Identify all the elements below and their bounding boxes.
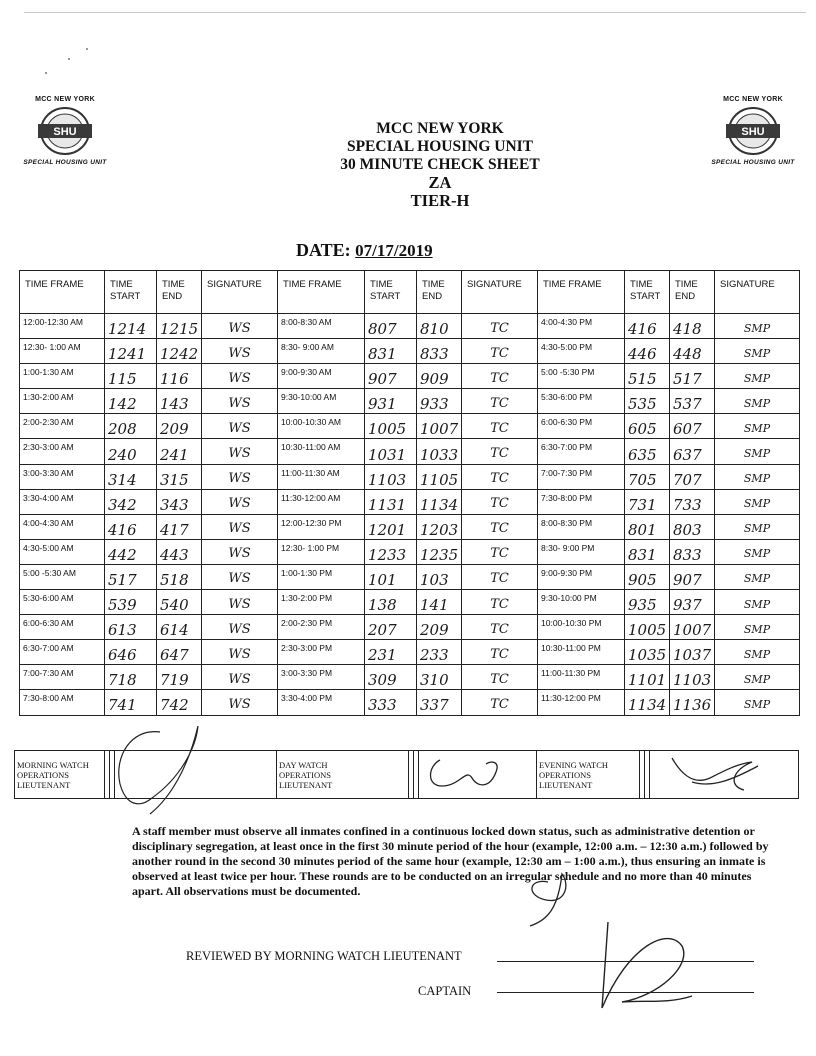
signature-cell: TC: [462, 539, 538, 564]
col-signature: SIGNATURE: [202, 271, 278, 314]
seal-text: SHU: [741, 126, 765, 138]
time-frame-cell: 8:00-8:30 AM: [278, 314, 365, 339]
signature-cell: WS: [202, 590, 278, 615]
time-end-cell: 116: [157, 364, 202, 389]
time-end-cell: 719: [157, 665, 202, 690]
day-watch-label: DAY WATCH OPERATIONS LIEUTENANT: [277, 751, 409, 799]
time-end-cell: 537: [670, 389, 715, 414]
signature-cell: WS: [202, 414, 278, 439]
time-frame-cell: 7:30-8:00 AM: [20, 690, 105, 715]
time-frame-cell: 10:30-11:00 AM: [278, 439, 365, 464]
signature-cell: WS: [202, 690, 278, 715]
time-frame-cell: 11:00-11:30 PM: [538, 665, 625, 690]
time-end-cell: 443: [157, 539, 202, 564]
time-frame-cell: 6:30-7:00 PM: [538, 439, 625, 464]
signature-cell: WS: [202, 314, 278, 339]
signature-cell: SMP: [715, 564, 800, 589]
time-frame-cell: 7:00-7:30 PM: [538, 464, 625, 489]
time-end-cell: 517: [670, 364, 715, 389]
time-end-cell: 833: [670, 539, 715, 564]
time-start-cell: 1201: [365, 514, 417, 539]
table-row: [20, 615, 800, 640]
table-row: [20, 590, 800, 615]
signature-cell: SMP: [715, 314, 800, 339]
time-end-cell: 1037: [670, 640, 715, 665]
time-end-cell: 733: [670, 489, 715, 514]
time-start-cell: 1103: [365, 464, 417, 489]
signature-cell: WS: [202, 364, 278, 389]
col-time-start: TIME START: [365, 271, 417, 314]
signature-cell: TC: [462, 514, 538, 539]
time-end-cell: 518: [157, 564, 202, 589]
time-frame-cell: 2:00-2:30 AM: [20, 414, 105, 439]
signature-cell: WS: [202, 389, 278, 414]
time-start-cell: 801: [625, 514, 670, 539]
reviewed-by-label: REVIEWED BY MORNING WATCH LIEUTENANT: [186, 949, 462, 963]
time-start-cell: 1241: [105, 339, 157, 364]
time-end-cell: 933: [417, 389, 462, 414]
table-body: [20, 314, 800, 716]
time-start-cell: 240: [105, 439, 157, 464]
signature-cell: WS: [202, 665, 278, 690]
table-row: [20, 464, 800, 489]
signature-cell: SMP: [715, 590, 800, 615]
signature-cell: WS: [202, 615, 278, 640]
morning-watch-label: MORNING WATCH OPERATIONS LIEUTENANT: [15, 751, 105, 799]
time-start-cell: 831: [365, 339, 417, 364]
signature-cell: WS: [202, 564, 278, 589]
signature-cell: WS: [202, 539, 278, 564]
signature-cell: WS: [202, 489, 278, 514]
time-start-cell: 138: [365, 590, 417, 615]
time-start-cell: 1134: [625, 690, 670, 715]
date-line: [296, 240, 475, 261]
time-end-cell: 1235: [417, 539, 462, 564]
signature-cell: SMP: [715, 615, 800, 640]
time-frame-cell: 3:30-4:00 AM: [20, 489, 105, 514]
time-end-cell: 337: [417, 690, 462, 715]
signature-cell: TC: [462, 389, 538, 414]
reviewed-signature-line: [497, 961, 754, 962]
time-start-cell: 731: [625, 489, 670, 514]
time-start-cell: 515: [625, 364, 670, 389]
signature-cell: TC: [462, 489, 538, 514]
shu-seal-icon: [724, 105, 782, 157]
signature-cell: SMP: [715, 539, 800, 564]
time-end-cell: 141: [417, 590, 462, 615]
evening-watch-label: EVENING WATCH OPERATIONS LIEUTENANT: [537, 751, 640, 799]
time-end-cell: 1203: [417, 514, 462, 539]
time-start-cell: 1101: [625, 665, 670, 690]
signature-cell: TC: [462, 665, 538, 690]
time-end-cell: 233: [417, 640, 462, 665]
table-row: [20, 364, 800, 389]
time-frame-cell: 1:30-2:00 PM: [278, 590, 365, 615]
date-value: 07/17/2019: [355, 241, 433, 260]
time-start-cell: 142: [105, 389, 157, 414]
day-watch-signature-box: [419, 751, 537, 799]
time-end-cell: 418: [670, 314, 715, 339]
shu-logo-right: [698, 96, 808, 186]
time-start-cell: 705: [625, 464, 670, 489]
signature-cell: TC: [462, 364, 538, 389]
time-end-cell: 1007: [417, 414, 462, 439]
watch-signature-table: [14, 750, 799, 799]
time-end-cell: 637: [670, 439, 715, 464]
time-start-cell: 1131: [365, 489, 417, 514]
time-end-cell: 103: [417, 564, 462, 589]
time-end-cell: 742: [157, 690, 202, 715]
table-row: [20, 439, 800, 464]
table-row: [20, 514, 800, 539]
time-start-cell: 314: [105, 464, 157, 489]
time-frame-cell: 3:00-3:30 PM: [278, 665, 365, 690]
time-start-cell: 207: [365, 615, 417, 640]
signature-cell: SMP: [715, 640, 800, 665]
shu-seal-icon: [36, 105, 94, 157]
time-frame-cell: 7:00-7:30 AM: [20, 665, 105, 690]
time-end-cell: 209: [157, 414, 202, 439]
captain-signature-scribble: [588, 916, 698, 1016]
time-end-cell: 647: [157, 640, 202, 665]
time-frame-cell: 3:30-4:00 PM: [278, 690, 365, 715]
time-frame-cell: 10:30-11:00 PM: [538, 640, 625, 665]
time-frame-cell: 6:00-6:30 AM: [20, 615, 105, 640]
table-row: [20, 690, 800, 715]
time-frame-cell: 2:30-3:00 PM: [278, 640, 365, 665]
logo-bottom-text: SPECIAL HOUSING UNIT: [23, 159, 107, 166]
signature-cell: SMP: [715, 665, 800, 690]
time-start-cell: 231: [365, 640, 417, 665]
time-start-cell: 605: [625, 414, 670, 439]
signature-cell: TC: [462, 615, 538, 640]
signature-cell: TC: [462, 414, 538, 439]
header-sheet-title: 30 MINUTE CHECK SHEET: [340, 156, 540, 173]
time-start-cell: 309: [365, 665, 417, 690]
signature-cell: WS: [202, 339, 278, 364]
col-time-end: TIME END: [157, 271, 202, 314]
time-frame-cell: 9:00-9:30 PM: [538, 564, 625, 589]
time-frame-cell: 11:00-11:30 AM: [278, 464, 365, 489]
header-range: ZA: [428, 173, 452, 192]
time-start-cell: 931: [365, 389, 417, 414]
signature-cell: TC: [462, 339, 538, 364]
signature-cell: SMP: [715, 414, 800, 439]
sheet-header: [220, 120, 660, 210]
time-start-cell: 115: [105, 364, 157, 389]
captain-label: CAPTAIN: [418, 984, 472, 998]
header-tier: TIER-H: [410, 191, 470, 210]
time-frame-cell: 12:30- 1:00 AM: [20, 339, 105, 364]
time-frame-cell: 4:00-4:30 AM: [20, 514, 105, 539]
signature-cell: SMP: [715, 464, 800, 489]
time-frame-cell: 5:00 -5:30 PM: [538, 364, 625, 389]
time-frame-cell: 4:30-5:00 AM: [20, 539, 105, 564]
time-frame-cell: 12:30- 1:00 PM: [278, 539, 365, 564]
signature-cell: SMP: [715, 439, 800, 464]
signature-cell: TC: [462, 640, 538, 665]
time-start-cell: 1233: [365, 539, 417, 564]
time-frame-cell: 1:30-2:00 AM: [20, 389, 105, 414]
table-row: [20, 489, 800, 514]
col-time-start: TIME START: [625, 271, 670, 314]
watch-row: [15, 751, 799, 799]
logo-top-text: MCC NEW YORK: [35, 96, 95, 103]
scan-speck: [86, 48, 88, 50]
time-end-cell: 1103: [670, 665, 715, 690]
time-start-cell: 1035: [625, 640, 670, 665]
time-frame-cell: 8:00-8:30 PM: [538, 514, 625, 539]
time-start-cell: 718: [105, 665, 157, 690]
time-frame-cell: 9:30-10:00 PM: [538, 590, 625, 615]
time-start-cell: 416: [105, 514, 157, 539]
header-unit: SPECIAL HOUSING UNIT: [346, 138, 534, 155]
table-row: [20, 665, 800, 690]
col-time-start: TIME START: [105, 271, 157, 314]
seal-text: SHU: [53, 126, 77, 138]
time-frame-cell: 5:30-6:00 AM: [20, 590, 105, 615]
time-end-cell: 707: [670, 464, 715, 489]
col-time-frame: TIME FRAME: [538, 271, 625, 314]
time-frame-cell: 2:30-3:00 AM: [20, 439, 105, 464]
logo-top-text: MCC NEW YORK: [723, 96, 783, 103]
time-start-cell: 1214: [105, 314, 157, 339]
time-start-cell: 646: [105, 640, 157, 665]
time-start-cell: 333: [365, 690, 417, 715]
time-frame-cell: 3:00-3:30 AM: [20, 464, 105, 489]
time-end-cell: 614: [157, 615, 202, 640]
scan-speck: [45, 72, 47, 74]
time-frame-cell: 2:00-2:30 PM: [278, 615, 365, 640]
date-label: DATE:: [296, 240, 351, 260]
time-start-cell: 1031: [365, 439, 417, 464]
time-end-cell: 1007: [670, 615, 715, 640]
time-end-cell: 1215: [157, 314, 202, 339]
time-frame-cell: 1:00-1:30 AM: [20, 364, 105, 389]
col-time-frame: TIME FRAME: [278, 271, 365, 314]
time-frame-cell: 11:30-12:00 AM: [278, 489, 365, 514]
signature-cell: SMP: [715, 389, 800, 414]
time-end-cell: 417: [157, 514, 202, 539]
time-frame-cell: 12:00-12:30 AM: [20, 314, 105, 339]
signature-cell: SMP: [715, 690, 800, 715]
shu-logo-left: [10, 96, 120, 186]
signature-cell: TC: [462, 564, 538, 589]
time-end-cell: 1134: [417, 489, 462, 514]
time-end-cell: 803: [670, 514, 715, 539]
captain-signature-line: [497, 992, 754, 993]
time-end-cell: 607: [670, 414, 715, 439]
time-start-cell: 208: [105, 414, 157, 439]
time-end-cell: 315: [157, 464, 202, 489]
col-time-frame: TIME FRAME: [20, 271, 105, 314]
instructions-paragraph: A staff member must observe all inmates confined in a continuous locked down status, such as administrative detention or disciplinary segregation, at least once in the first 30 minute period of the hour (example, 12:00 a.m. – 12:30 a.m.) followed by another round in the second 30 minutes period of the same hour (example, 12:30 am – 1:00 a.m.), thus ensuring an inmate is observed at least twice per hour. These rounds are to be conducted on an irregular schedule and no more than 40 minutes apart. All observations must be documented.: [132, 824, 769, 898]
time-end-cell: 143: [157, 389, 202, 414]
time-end-cell: 907: [670, 564, 715, 589]
time-start-cell: 807: [365, 314, 417, 339]
signature-cell: SMP: [715, 339, 800, 364]
signature-cell: SMP: [715, 489, 800, 514]
time-start-cell: 1005: [365, 414, 417, 439]
morning-watch-signature-box: [115, 751, 277, 799]
time-frame-cell: 8:30- 9:00 AM: [278, 339, 365, 364]
col-time-end: TIME END: [670, 271, 715, 314]
time-start-cell: 517: [105, 564, 157, 589]
time-start-cell: 935: [625, 590, 670, 615]
time-end-cell: 1033: [417, 439, 462, 464]
time-end-cell: 810: [417, 314, 462, 339]
time-frame-cell: 12:00-12:30 PM: [278, 514, 365, 539]
time-start-cell: 613: [105, 615, 157, 640]
col-time-end: TIME END: [417, 271, 462, 314]
time-start-cell: 442: [105, 539, 157, 564]
time-frame-cell: 9:30-10:00 AM: [278, 389, 365, 414]
signature-cell: TC: [462, 690, 538, 715]
table-row: [20, 339, 800, 364]
table-row: [20, 564, 800, 589]
check-sheet-table: [19, 270, 800, 716]
time-end-cell: 343: [157, 489, 202, 514]
time-frame-cell: 10:00-10:30 AM: [278, 414, 365, 439]
logo-bottom-text: SPECIAL HOUSING UNIT: [711, 159, 795, 166]
time-end-cell: 540: [157, 590, 202, 615]
time-end-cell: 909: [417, 364, 462, 389]
table-row: [20, 539, 800, 564]
time-frame-cell: 4:30-5:00 PM: [538, 339, 625, 364]
evening-watch-signature-box: [650, 751, 799, 799]
time-end-cell: 209: [417, 615, 462, 640]
time-end-cell: 448: [670, 339, 715, 364]
signature-cell: WS: [202, 439, 278, 464]
signature-cell: WS: [202, 640, 278, 665]
time-start-cell: 905: [625, 564, 670, 589]
signature-cell: TC: [462, 314, 538, 339]
time-frame-cell: 9:00-9:30 AM: [278, 364, 365, 389]
scan-speck: [68, 58, 70, 60]
time-end-cell: 937: [670, 590, 715, 615]
time-frame-cell: 7:30-8:00 PM: [538, 489, 625, 514]
signature-cell: TC: [462, 464, 538, 489]
time-frame-cell: 5:00 -5:30 AM: [20, 564, 105, 589]
signature-cell: WS: [202, 464, 278, 489]
time-start-cell: 416: [625, 314, 670, 339]
table-row: [20, 314, 800, 339]
time-frame-cell: 4:00-4:30 PM: [538, 314, 625, 339]
signature-cell: SMP: [715, 364, 800, 389]
time-end-cell: 1105: [417, 464, 462, 489]
time-frame-cell: 1:00-1:30 PM: [278, 564, 365, 589]
signature-cell: TC: [462, 590, 538, 615]
time-start-cell: 635: [625, 439, 670, 464]
time-start-cell: 446: [625, 339, 670, 364]
time-end-cell: 310: [417, 665, 462, 690]
time-start-cell: 741: [105, 690, 157, 715]
time-frame-cell: 6:30-7:00 AM: [20, 640, 105, 665]
col-signature: SIGNATURE: [715, 271, 800, 314]
table-row: [20, 389, 800, 414]
time-start-cell: 101: [365, 564, 417, 589]
time-frame-cell: 8:30- 9:00 PM: [538, 539, 625, 564]
time-frame-cell: 10:00-10:30 PM: [538, 615, 625, 640]
time-frame-cell: 11:30-12:00 PM: [538, 690, 625, 715]
time-frame-cell: 5:30-6:00 PM: [538, 389, 625, 414]
header-institution: MCC NEW YORK: [376, 120, 504, 137]
time-end-cell: 1136: [670, 690, 715, 715]
signature-cell: TC: [462, 439, 538, 464]
time-start-cell: 342: [105, 489, 157, 514]
time-start-cell: 907: [365, 364, 417, 389]
signature-cell: WS: [202, 514, 278, 539]
page-top-rule: [24, 12, 806, 13]
signature-cell: SMP: [715, 514, 800, 539]
time-start-cell: 535: [625, 389, 670, 414]
time-end-cell: 833: [417, 339, 462, 364]
time-start-cell: 539: [105, 590, 157, 615]
table-header-row: [20, 271, 800, 314]
time-start-cell: 1005: [625, 615, 670, 640]
time-end-cell: 1242: [157, 339, 202, 364]
table-row: [20, 640, 800, 665]
time-start-cell: 831: [625, 539, 670, 564]
table-row: [20, 414, 800, 439]
col-signature: SIGNATURE: [462, 271, 538, 314]
time-frame-cell: 6:00-6:30 PM: [538, 414, 625, 439]
time-end-cell: 241: [157, 439, 202, 464]
